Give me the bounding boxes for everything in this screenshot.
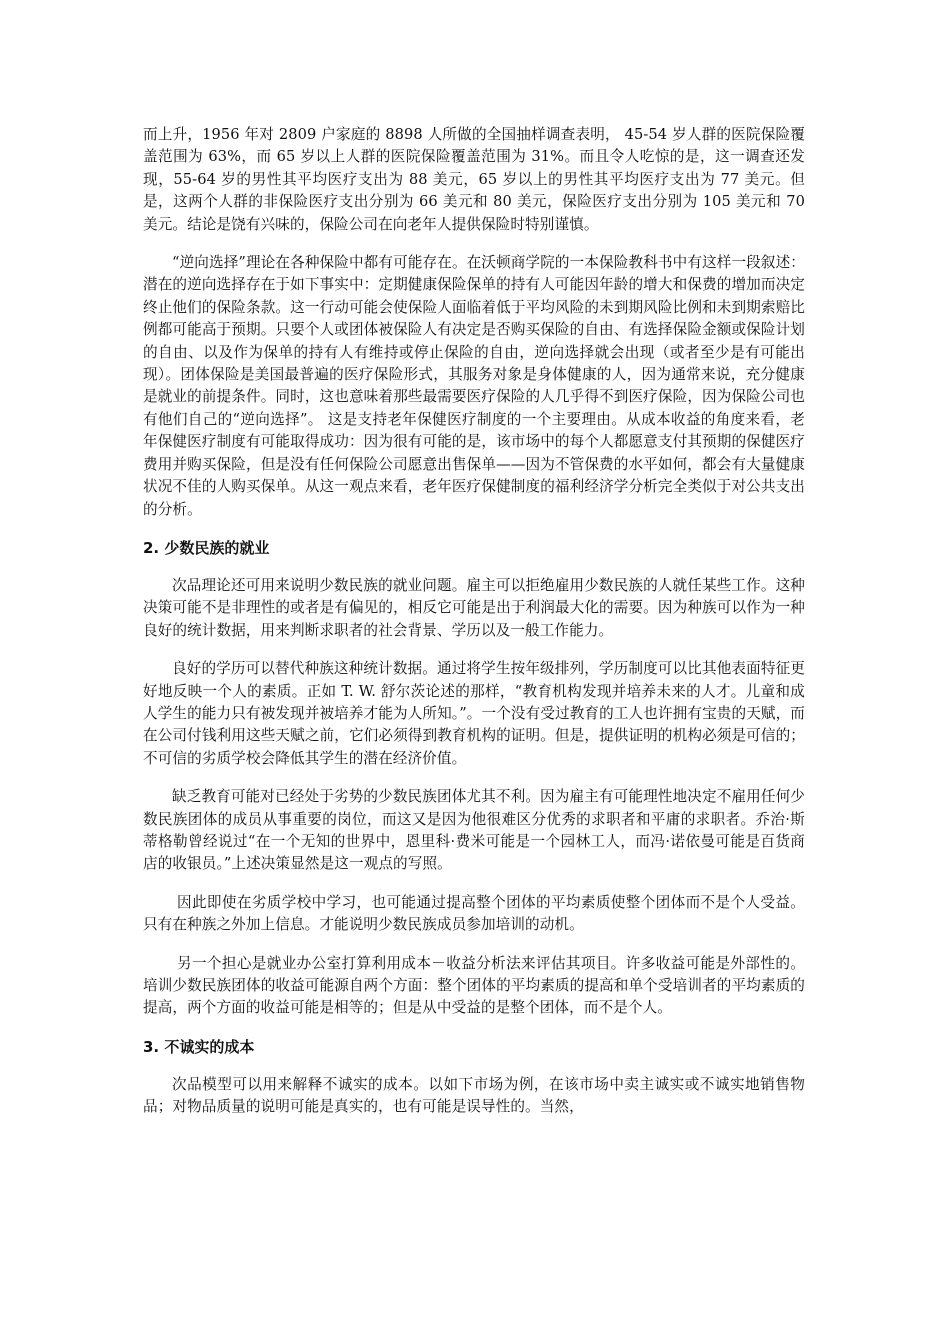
paragraph-group-benefit: 因此即使在劣质学校中学习，也可能通过提高整个团体的平均素质使整个团体而不是个人受益。只有在种族之外加上信息。才能说明少数民族成员参加培训的动机。: [143, 893, 805, 934]
paragraph-dishonesty-model: 次品模型可以用来解释不诚实的成本。以如下市场为例，在该市场中卖主诚实或不诚实地销售物品；对物品质量的说明可能是真实的，也有可能是误导性的。当然，: [143, 1075, 805, 1116]
paragraph-adverse-selection: “逆向选择”理论在各种保险中都有可能存在。在沃顿商学院的一本保险教科书中有这样一段叙述：潜在的逆向选择存在于如下事实中：定期健康保险保单的持有人可能因年龄的增大和保费的增加而决定终止他们的保险条款。这一行动可能会使保险人面临着低于平均风险的未到期风险比例和未到期索赔比例都可能高于预期。只要个人或团体被保险人有决定是否购买保险的自由、有选择保险金额或保险计划的自由、以及作为保单的持有人有维持或停止保险的自由，逆向选择就会出现（或者至少是有可能出现）。团体保险是美国最普遍的医疗保险形式，其服务对象是身体健康的人，因为通常来说，充分健康是就业的前提条件。同时，这也意味着那些最需要医疗保险的人几乎得不到医疗保险，因为保险公司也有他们自己的“逆向选择”。 这是支持老年保健医疗制度的一个主要理由。从成本收益的角度来看，老年保健医疗制度有可能取得成功：因为很有可能的是，该市场中的每个人都愿意支付其预期的保健医疗费用并购买保险，但是没有任何保险公司愿意出售保单——因为不管保费的水平如何，都会有大量健康状况不佳的人购买保单。从这一观点来看，老年医疗保健制度的福利经济学分析完全类似于对公共支出的分析。: [143, 254, 805, 518]
paragraph-insurance-survey: 而上升，1956 年对 2809 户家庭的 8898 人所做的全国抽样调查表明， 45-54 岁人群的医院保险覆盖范围为 63%，而 65 岁以上人群的医院保险覆盖范围为 31%。而且令人吃惊的是，这一调查还发现，55-64 岁的男性其平均医疗支出为 88 美元，65 岁以上的男性其平均医疗支出为 77 美元。但是，这两个人群的非保险医疗支出分别为 66 美元和 80 美元，保险医疗支出分别为 105 美元和 70 美元。结论是饶有兴味的，保险公司在向老年人提供保险时特别谨慎。: [143, 126, 805, 233]
paragraph-lemons-minority: 次品理论还可用来说明少数民族的就业问题。雇主可以拒绝雇用少数民族的人就任某些工作。这种决策可能不是非理性的或者是有偏见的，相反它可能是出于利润最大化的需要。因为种族可以作为一种良好的统计数据，用来判断求职者的社会背景、学历以及一般工作能力。: [143, 576, 805, 639]
paragraph-cost-benefit: 另一个担心是就业办公室打算利用成本－收益分析法来评估其项目。许多收益可能是外部性的。培训少数民族团体的收益可能源自两个方面：整个团体的平均素质的提高和单个受培训者的平均素质的提高，两个方面的收益可能是相等的；但是从中受益的是整个团体，而不是个人。: [143, 954, 805, 1017]
paragraph-lack-of-education: 缺乏教育可能对已经处于劣势的少数民族团体尤其不利。因为雇主有可能理性地决定不雇用任何少数民族团体的成员从事重要的岗位，而这又是因为他很难区分优秀的求职者和平庸的求职者。乔治·斯蒂格勒曾经说过“在一个无知的世界中，恩里科·费米可能是一个园林工人，而冯·诺依曼可能是百货商店的收银员。”上述决策显然是这一观点的写照。: [143, 788, 805, 873]
section-heading-dishonesty-cost: 3. 不诚实的成本: [143, 1037, 255, 1056]
paragraph-education-credentials: 良好的学历可以替代种族这种统计数据。通过将学生按年级排列，学历制度可以比其他表面特征更好地反映一个人的素质。正如 T. W. 舒尔茨论述的那样，“教育机构发现并培养未来的人才。儿童和成人学生的能力只有被发现并被培养才能为人所知。”。一个没有受过教育的工人也许拥有宝贵的天赋，而在公司付钱利用这些天赋之前，它们必须得到教育机构的证明。但是，提供证明的机构必须是可信的；不可信的劣质学校会降低其学生的潜在经济价值。: [143, 660, 805, 767]
section-heading-minority-employment: 2. 少数民族的就业: [143, 538, 270, 557]
document-body: [143, 124, 805, 1135]
